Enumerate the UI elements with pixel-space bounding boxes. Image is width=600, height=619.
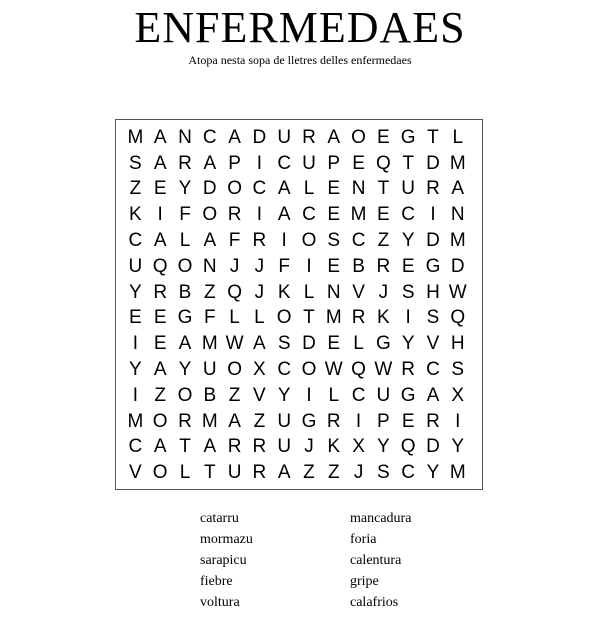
grid-letter-cell: A xyxy=(327,126,341,148)
grid-letter-cell: O xyxy=(276,307,292,329)
grid-letter-cell: A xyxy=(203,152,217,174)
grid-letter-cell: A xyxy=(228,126,241,148)
grid-letter-cell: M xyxy=(350,204,367,226)
grid-letter-cell: L xyxy=(303,178,315,200)
grid-letter-cell: U xyxy=(302,152,316,174)
grid-letter-cell: Y xyxy=(129,281,142,303)
grid-letter-cell: O xyxy=(301,359,317,381)
grid-letter-cell: A xyxy=(277,462,291,484)
grid-letter-cell: A xyxy=(277,178,291,200)
grid-letter-cell: F xyxy=(203,307,216,329)
word-list-item: calafrios xyxy=(350,595,399,610)
page-subtitle: Atopa nesta sopa de lletres delles enfermedaes xyxy=(188,53,412,67)
word-list-column-2 xyxy=(350,508,411,613)
grid-letter-cell: Q xyxy=(450,307,466,329)
grid-letter-cell: R xyxy=(302,126,316,148)
grid-letter-cell: W xyxy=(324,359,343,381)
grid-letter-cell: D xyxy=(426,230,440,252)
grid-letter-cell: I xyxy=(256,152,263,174)
grid-letter-cell: Z xyxy=(377,230,390,252)
grid-letter-cell: R xyxy=(178,152,192,174)
grid-letter-cell: F xyxy=(228,230,241,252)
word-list-item: catarru xyxy=(200,511,239,526)
grid-letter-cell: Y xyxy=(377,436,390,458)
grid-letter-cell: L xyxy=(254,307,265,329)
grid-letter-cell: Z xyxy=(203,281,216,303)
grid-letter-cell: E xyxy=(377,126,390,148)
grid-letter-cell: I xyxy=(455,410,461,432)
grid-letter-cell: K xyxy=(129,204,142,226)
grid-letter-cell: A xyxy=(426,384,440,406)
grid-letter-cell: L xyxy=(179,230,191,252)
grid-letter-cell: I xyxy=(132,384,139,406)
word-list-item: mormazu xyxy=(200,532,253,547)
grid-letter-cell: G xyxy=(400,384,416,406)
grid-letter-cell: J xyxy=(229,255,240,277)
grid-letter-cell: O xyxy=(227,178,242,200)
grid-letter-cell: R xyxy=(252,436,267,458)
grid-letter-cell: Q xyxy=(227,281,242,303)
grid-letter-cell: T xyxy=(203,462,216,484)
grid-letter-cell: L xyxy=(353,333,364,355)
grid-letter-cell: O xyxy=(177,384,193,406)
grid-letter-cell: A xyxy=(253,333,266,355)
grid-letter-cell: N xyxy=(178,126,192,148)
word-list-item: fiebre xyxy=(200,574,233,589)
grid-letter-cell: F xyxy=(278,255,290,277)
grid-letter-cell: Z xyxy=(253,410,266,432)
grid-letter-cell: K xyxy=(327,436,341,458)
grid-letter-cell: Y xyxy=(178,359,192,381)
grid-letter-cell: L xyxy=(452,126,464,148)
grid-letter-cell: V xyxy=(129,462,142,484)
grid-letter-cell: U xyxy=(401,178,416,200)
grid-letter-cell: R xyxy=(426,410,440,432)
grid-letter-cell: S xyxy=(129,152,142,174)
grid-letter-cell: D xyxy=(450,255,465,277)
grid-letter-cell: D xyxy=(426,152,440,174)
grid-letter-cell: C xyxy=(401,204,416,226)
word-list-item: mancadura xyxy=(350,511,412,526)
grid-letter-cell: C xyxy=(351,230,366,252)
grid-letter-cell: G xyxy=(177,307,193,329)
grid-letter-cell: M xyxy=(201,333,218,355)
grid-letter-cell: G xyxy=(375,333,391,355)
grid-letter-cell: M xyxy=(201,410,218,432)
grid-letter-cell: A xyxy=(153,359,167,381)
grid-letter-cell: A xyxy=(178,333,192,355)
grid-letter-cell: B xyxy=(178,281,192,303)
grid-letter-cell: R xyxy=(227,436,242,458)
grid-letter-cell: D xyxy=(302,333,316,355)
grid-letter-cell: L xyxy=(229,307,240,329)
grid-letter-cell: Y xyxy=(401,333,415,355)
grid-letter-cell: I xyxy=(256,204,263,226)
grid-letter-cell: C xyxy=(401,462,416,484)
grid-letter-cell: I xyxy=(157,204,163,226)
grid-letter-cell: B xyxy=(203,384,217,406)
grid-letter-cell: V xyxy=(352,281,365,303)
grid-letter-cell: R xyxy=(178,410,192,432)
grid-letter-cell: S xyxy=(426,307,440,329)
grid-letter-cell: G xyxy=(425,255,441,277)
grid-letter-cell: H xyxy=(450,333,465,355)
grid-letter-cell: A xyxy=(203,436,217,458)
grid-letter-cell: U xyxy=(227,462,242,484)
grid-letter-cell: H xyxy=(426,281,440,303)
grid-letter-cell: A xyxy=(153,126,167,148)
grid-letter-cell: X xyxy=(352,436,365,458)
grid-letter-cell: E xyxy=(129,307,142,329)
grid-letter-cell: U xyxy=(277,410,292,432)
grid-letter-cell: A xyxy=(153,436,167,458)
grid-letter-cell: X xyxy=(451,384,465,406)
grid-letter-cell: A xyxy=(451,178,465,200)
grid-letter-cell: E xyxy=(377,204,390,226)
grid-letter-cell: A xyxy=(277,204,291,226)
grid-letter-cell: Q xyxy=(152,255,168,277)
grid-letter-cell: A xyxy=(228,410,241,432)
grid-letter-cell: E xyxy=(327,255,341,277)
grid-letter-cell: V xyxy=(426,333,440,355)
grid-letter-cell: T xyxy=(402,152,414,174)
word-list-item: foria xyxy=(350,532,377,547)
grid-letter-cell: U xyxy=(202,359,217,381)
grid-letter-cell: I xyxy=(306,255,312,277)
grid-letter-cell: A xyxy=(203,230,217,252)
grid-letter-cell: A xyxy=(153,230,167,252)
grid-letter-cell: Q xyxy=(351,359,366,381)
grid-letter-cell: Y xyxy=(129,359,142,381)
grid-letter-cell: E xyxy=(153,307,167,329)
grid-letter-cell: W xyxy=(225,333,244,355)
grid-letter-cell: R xyxy=(326,410,341,432)
grid-letter-cell: C xyxy=(252,178,267,200)
grid-letter-cell: J xyxy=(304,436,314,458)
grid-letter-cell: W xyxy=(374,359,393,381)
grid-letter-cell: I xyxy=(405,307,411,329)
grid-letter-cell: R xyxy=(153,281,168,303)
grid-letter-cell: J xyxy=(353,462,364,484)
grid-letter-cell: R xyxy=(426,178,440,200)
grid-letter-cell: E xyxy=(327,204,341,226)
grid-letter-cell: Z xyxy=(228,384,241,406)
grid-letter-cell: C xyxy=(202,126,217,148)
grid-letter-cell: M xyxy=(449,230,466,252)
grid-letter-cell: O xyxy=(152,462,168,484)
word-search-grid-box xyxy=(115,119,483,490)
word-list-column-1 xyxy=(200,508,253,613)
grid-letter-cell: S xyxy=(327,230,341,252)
grid-letter-cell: O xyxy=(177,255,193,277)
grid-letter-cell: Q xyxy=(400,436,416,458)
grid-letter-cell: A xyxy=(153,152,167,174)
grid-letter-cell: C xyxy=(351,384,366,406)
grid-letter-cell: K xyxy=(377,307,390,329)
grid-letter-cell: C xyxy=(302,204,316,226)
grid-letter-cell: D xyxy=(426,436,440,458)
grid-letter-cell: N xyxy=(202,255,217,277)
grid-letter-cell: C xyxy=(426,359,440,381)
grid-letter-cell: I xyxy=(430,204,436,226)
grid-letter-cell: I xyxy=(132,333,139,355)
grid-letter-cell: D xyxy=(202,178,217,200)
grid-letter-cell: F xyxy=(179,204,191,226)
grid-letter-cell: V xyxy=(253,384,266,406)
grid-letter-cell: Y xyxy=(451,436,465,458)
grid-letter-cell: C xyxy=(128,230,143,252)
word-list-item: voltura xyxy=(200,595,240,610)
grid-letter-cell: E xyxy=(153,178,167,200)
grid-letter-cell: P xyxy=(377,410,390,432)
grid-letter-cell: S xyxy=(451,359,465,381)
grid-letter-cell: L xyxy=(179,462,191,484)
grid-letter-cell: U xyxy=(277,436,292,458)
grid-letter-cell: S xyxy=(401,281,415,303)
grid-letter-cell: C xyxy=(277,152,292,174)
word-search-grid xyxy=(123,125,470,486)
grid-letter-cell: O xyxy=(301,230,317,252)
grid-letter-cell: M xyxy=(449,462,466,484)
grid-letter-cell: O xyxy=(152,410,168,432)
grid-letter-cell: E xyxy=(352,152,365,174)
grid-letter-cell: T xyxy=(303,307,315,329)
word-list-item: calentura xyxy=(350,553,402,568)
grid-letter-cell: N xyxy=(450,204,465,226)
grid-letter-cell: E xyxy=(401,410,415,432)
grid-letter-cell: Z xyxy=(303,462,315,484)
grid-letter-cell: R xyxy=(401,359,416,381)
grid-letter-cell: N xyxy=(326,281,341,303)
grid-letter-cell: E xyxy=(153,333,167,355)
grid-letter-cell: O xyxy=(202,204,218,226)
grid-letter-cell: E xyxy=(401,255,415,277)
grid-letter-cell: I xyxy=(306,384,312,406)
grid-letter-cell: B xyxy=(352,255,365,277)
grid-letter-cell: I xyxy=(281,230,287,252)
grid-letter-cell: R xyxy=(252,462,267,484)
grid-letter-cell: D xyxy=(252,126,267,148)
grid-letter-cell: R xyxy=(351,307,366,329)
grid-letter-cell: Z xyxy=(129,178,142,200)
word-list-item: sarapicu xyxy=(200,553,247,568)
grid-letter-cell: C xyxy=(277,359,292,381)
grid-letter-cell: Z xyxy=(154,384,166,406)
grid-letter-cell: G xyxy=(400,126,416,148)
grid-letter-cell: O xyxy=(227,359,242,381)
grid-letter-cell: L xyxy=(303,281,315,303)
grid-letter-cell: M xyxy=(449,152,466,174)
grid-letter-cell: J xyxy=(254,255,265,277)
grid-letter-cell: J xyxy=(254,281,265,303)
grid-letter-cell: R xyxy=(376,255,391,277)
grid-letter-cell: W xyxy=(448,281,467,303)
grid-letter-cell: T xyxy=(427,126,439,148)
grid-letter-cell: L xyxy=(328,384,340,406)
grid-letter-cell: T xyxy=(179,436,191,458)
grid-letter-cell: X xyxy=(253,359,266,381)
grid-letter-cell: S xyxy=(377,462,390,484)
grid-letter-cell: P xyxy=(327,152,341,174)
grid-letter-cell: M xyxy=(127,126,144,148)
grid-letter-cell: Z xyxy=(327,462,340,484)
grid-letter-cell: U xyxy=(128,255,143,277)
grid-letter-cell: U xyxy=(277,126,292,148)
grid-letter-cell: O xyxy=(351,126,366,148)
grid-letter-cell: J xyxy=(378,281,389,303)
grid-letter-cell: M xyxy=(127,410,144,432)
grid-letter-cell: N xyxy=(351,178,366,200)
grid-letter-cell: P xyxy=(228,152,241,174)
grid-letter-cell: M xyxy=(325,307,342,329)
grid-letter-cell: Y xyxy=(178,178,192,200)
grid-letter-cell: T xyxy=(377,178,390,200)
grid-letter-cell: S xyxy=(277,333,291,355)
grid-letter-cell: Y xyxy=(426,462,440,484)
word-list-item: gripe xyxy=(350,574,379,589)
grid-letter-cell: I xyxy=(355,410,362,432)
grid-letter-cell: Y xyxy=(277,384,291,406)
grid-letter-cell: Y xyxy=(401,230,415,252)
grid-letter-cell: C xyxy=(128,436,143,458)
grid-letter-cell: U xyxy=(376,384,391,406)
grid-letter-cell: K xyxy=(277,281,291,303)
grid-letter-cell: E xyxy=(327,178,341,200)
grid-letter-cell: Q xyxy=(375,152,391,174)
page-title: ENFERMEDAES xyxy=(134,3,466,52)
grid-letter-cell: R xyxy=(227,204,242,226)
grid-letter-cell: E xyxy=(327,333,341,355)
grid-letter-cell: R xyxy=(252,230,267,252)
grid-letter-cell: G xyxy=(301,410,317,432)
